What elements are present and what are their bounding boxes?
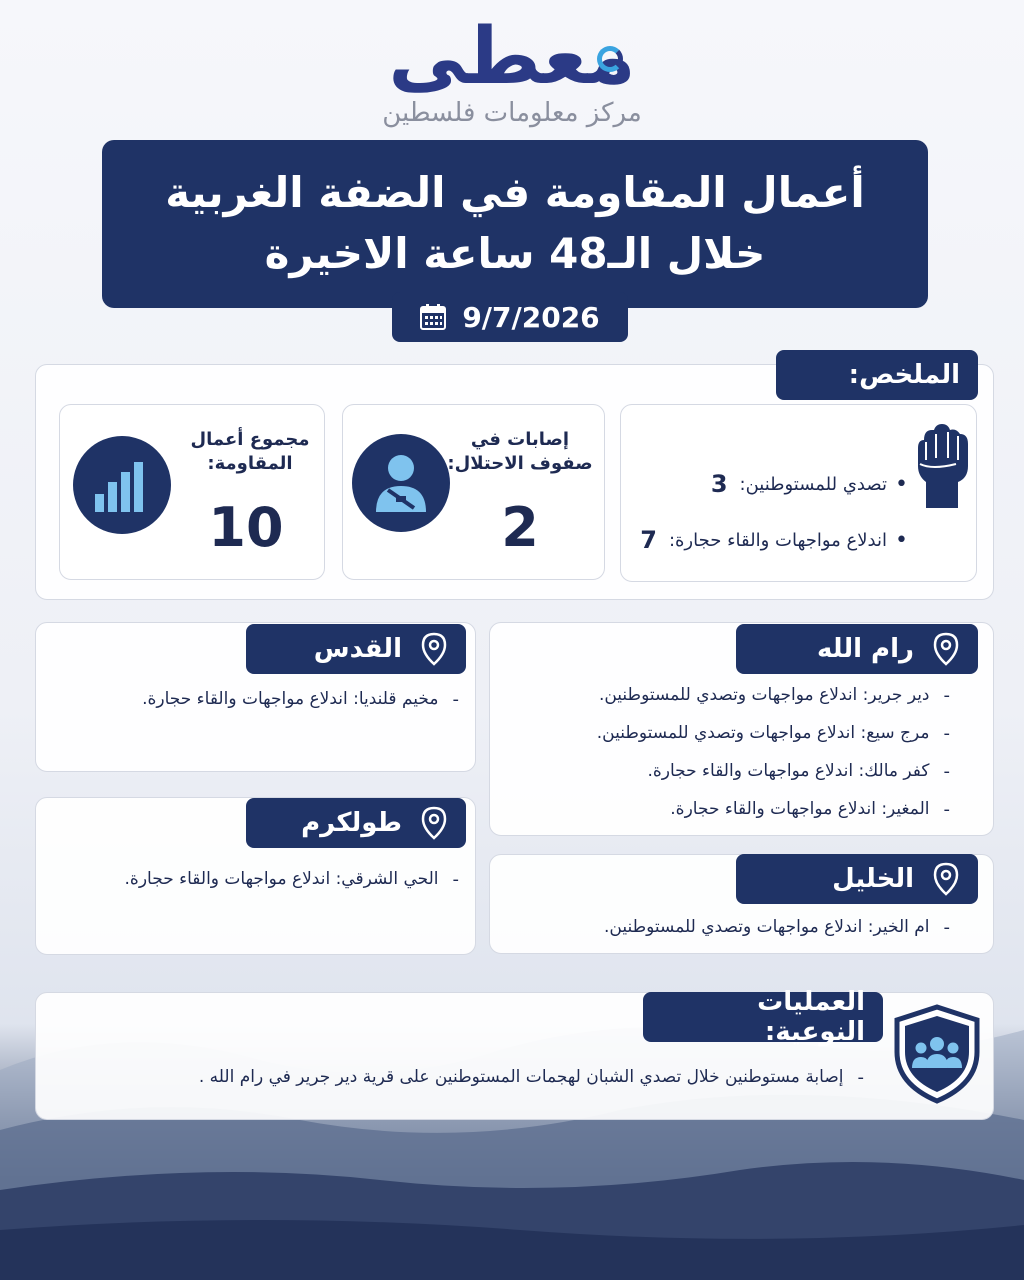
quds-label (246, 624, 466, 674)
khalil-label (736, 854, 978, 904)
khalil-list (604, 908, 950, 946)
bullet-value: 3 (710, 470, 728, 498)
shield-group-icon (893, 1004, 981, 1104)
summary-label: الملخص: (776, 350, 978, 400)
total-value: 10 (208, 496, 284, 559)
location-pin-icon (932, 862, 960, 896)
list-item: - مخيم قلنديا: اندلاع مواجهات والقاء حجارة. (142, 680, 459, 718)
ramallah-list (597, 676, 950, 828)
tulkarm-label (246, 798, 466, 848)
title-banner (102, 140, 928, 308)
region-name: رام الله (816, 634, 914, 664)
ramallah-label (736, 624, 978, 674)
injuries-label: إصابات في صفوف الاحتلال: (447, 429, 593, 475)
raised-fist-icon (912, 420, 972, 510)
list-item (632, 512, 908, 568)
bar-chart-icon (73, 436, 171, 534)
list-item: - ام الخير: اندلاع مواجهات وتصدي للمستوطنين. (604, 908, 950, 946)
list-item: - إصابة مستوطنين خلال تصدي الشبان لهجمات المستوطنين على قرية دير جرير في رام الله . (199, 1058, 864, 1096)
logo-wordmark: معطى (388, 12, 636, 102)
quds-list (142, 680, 459, 718)
injuries-value: 2 (501, 496, 539, 559)
logo-subtitle: مركز معلومات فلسطين (382, 98, 642, 128)
list-item: - كفر مالك: اندلاع مواجهات والقاء حجارة. (597, 752, 950, 790)
calendar-icon (420, 304, 446, 330)
title-line-2: خلال الـ48 ساعة الاخيرة (264, 229, 766, 278)
list-item: - الحي الشرقي: اندلاع مواجهات والقاء حجارة. (125, 860, 459, 898)
total-label: مجموع أعمال المقاومة: (190, 429, 310, 475)
summary-bullets (632, 456, 908, 568)
bullet-label: • اندلاع مواجهات والقاء حجارة: (668, 529, 888, 551)
region-name: الخليل (832, 864, 914, 894)
list-item: - المغير: اندلاع مواجهات والقاء حجارة. (597, 790, 950, 828)
region-name: القدس (313, 634, 402, 664)
bullet-value: 7 (640, 526, 657, 554)
list-item (632, 456, 908, 512)
location-pin-icon (420, 806, 448, 840)
operations-label: العمليات النوعية: (643, 992, 883, 1042)
region-name: طولكرم (301, 808, 402, 838)
list-item: - دير جرير: اندلاع مواجهات وتصدي للمستوطنين. (597, 676, 950, 714)
logo-dot-icon (597, 46, 623, 72)
list-item: - مرج سيع: اندلاع مواجهات وتصدي للمستوطنين. (597, 714, 950, 752)
logo (0, 12, 1024, 128)
date-text: 9/7/2026 (462, 300, 600, 334)
location-pin-icon (932, 632, 960, 666)
date-badge (392, 292, 628, 342)
title-line-1: أعمال المقاومة في الضفة الغربية (165, 168, 865, 218)
location-pin-icon (420, 632, 448, 666)
operations-list (199, 1058, 864, 1096)
bullet-label: • تصدي للمستوطنين: (739, 473, 888, 495)
tulkarm-list (125, 860, 459, 898)
injured-person-icon (352, 434, 450, 532)
